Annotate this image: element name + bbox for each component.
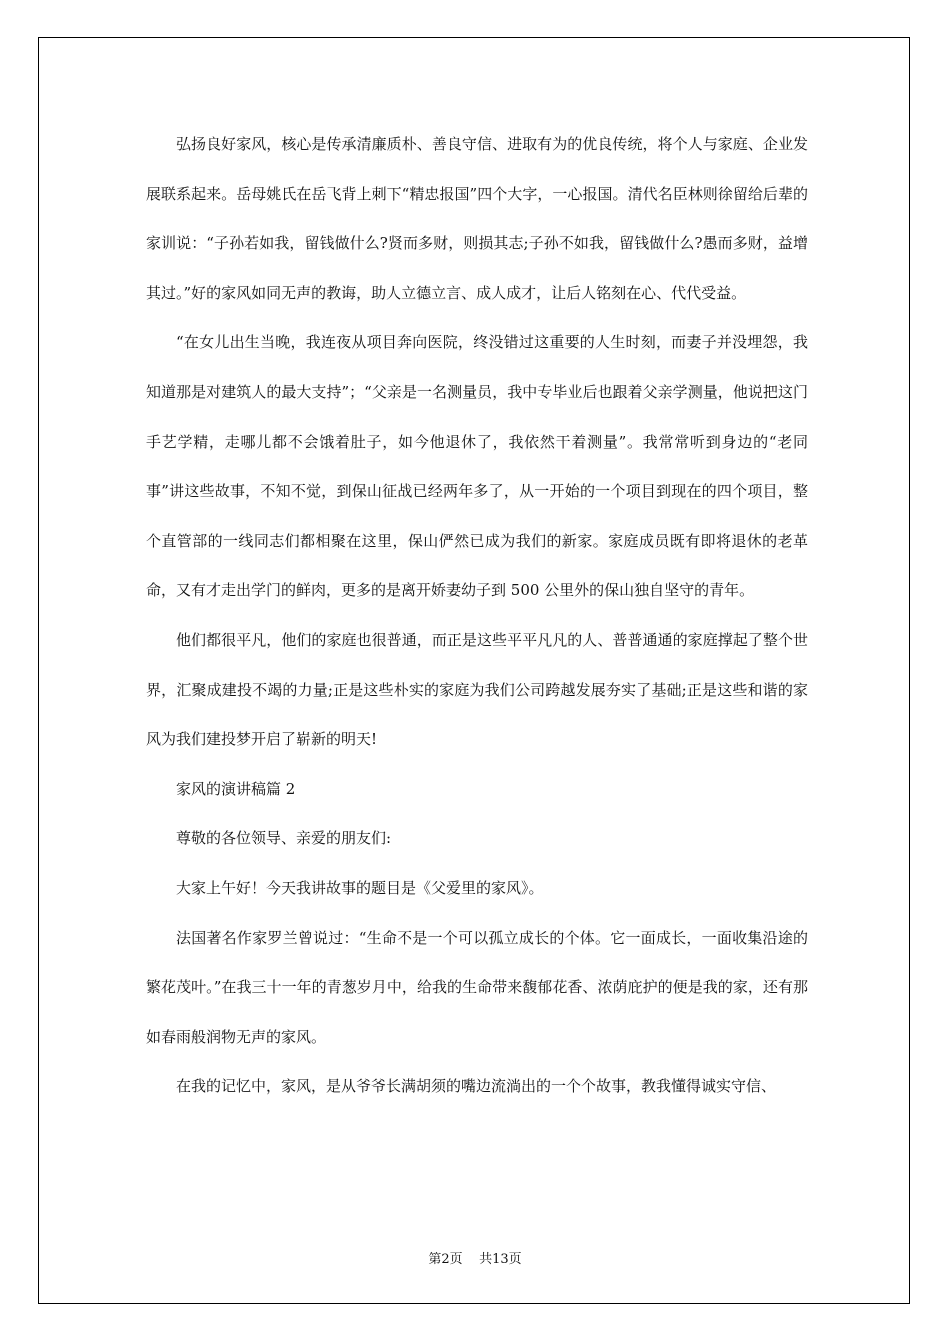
footer-gap — [463, 1252, 480, 1267]
page-number: 第2页 — [428, 1252, 463, 1267]
salutation: 尊敬的各位领导、亲爱的朋友们: — [176, 829, 392, 848]
paragraph-3: 他们都很平凡，他们的家庭也很普通，而正是这些平平凡凡的人、普普通通的家庭撑起了整个世界，汇聚成建投不竭的力量;正是这些朴实的家庭为我们公司跨越发展夯实了基础;正是这些和谐的家风为我们建投梦开启了崭新的明天! — [146, 630, 808, 749]
page-footer — [0, 1248, 950, 1267]
paragraph-greeting: 大家上午好！今天我讲故事的题目是《父爱里的家风》。 — [176, 878, 544, 897]
section-heading: 家风的演讲稿篇 2 — [176, 779, 296, 798]
paragraph-1: 弘扬良好家风，核心是传承清廉质朴、善良守信、进取有为的优良传统，将个人与家庭、企业发展联系起来。岳母姚氏在岳飞背上刺下“精忠报国”四个大字，一心报国。清代名臣林则徐留给后辈的家训说：“子孙若如我，留钱做什么?贤而多财，则损其志;子孙不如我，留钱做什么?愚而多财，益增其过。”好的家风如同无声的教诲，助人立德立言、成人成才，让后人铭刻在心、代代受益。 — [146, 135, 808, 302]
page-total: 共13页 — [479, 1252, 522, 1267]
paragraph-2: “在女儿出生当晚，我连夜从项目奔向医院，终没错过这重要的人生时刻，而妻子并没埋怨，我知道那是对建筑人的最大支持”；“父亲是一名测量员，我中专毕业后也跟着父亲学测量，他说把这门手艺学精，走哪儿都不会饿着肚子，如今他退休了，我依然干着测量”。我常常听到身边的“老同事”讲这些故事，不知不觉，到保山征战已经两年多了，从一开始的一个项目到现在的四个项目，整个直管部的一线同志们都相聚在这里，保山俨然已成为我们的新家。家庭成员既有即将退休的老革命，又有才走出学门的鲜肉，更多的是离开娇妻幼子到 500 公里外的保山独自坚守的青年。 — [146, 333, 808, 600]
paragraph-quote: 法国著名作家罗兰曾说过：“生命不是一个可以孤立成长的个体。它一面成长，一面收集沿途的繁花茂叶。”在我三十一年的青葱岁月中，给我的生命带来馥郁花香、浓荫庇护的便是我的家，还有那如春雨般润物无声的家风。 — [146, 928, 808, 1046]
paragraph-memory: 在我的记忆中，家风，是从爷爷长满胡须的嘴边流淌出的一个个故事，教我懂得诚实守信、 — [176, 1077, 777, 1096]
document-body — [146, 120, 808, 1112]
